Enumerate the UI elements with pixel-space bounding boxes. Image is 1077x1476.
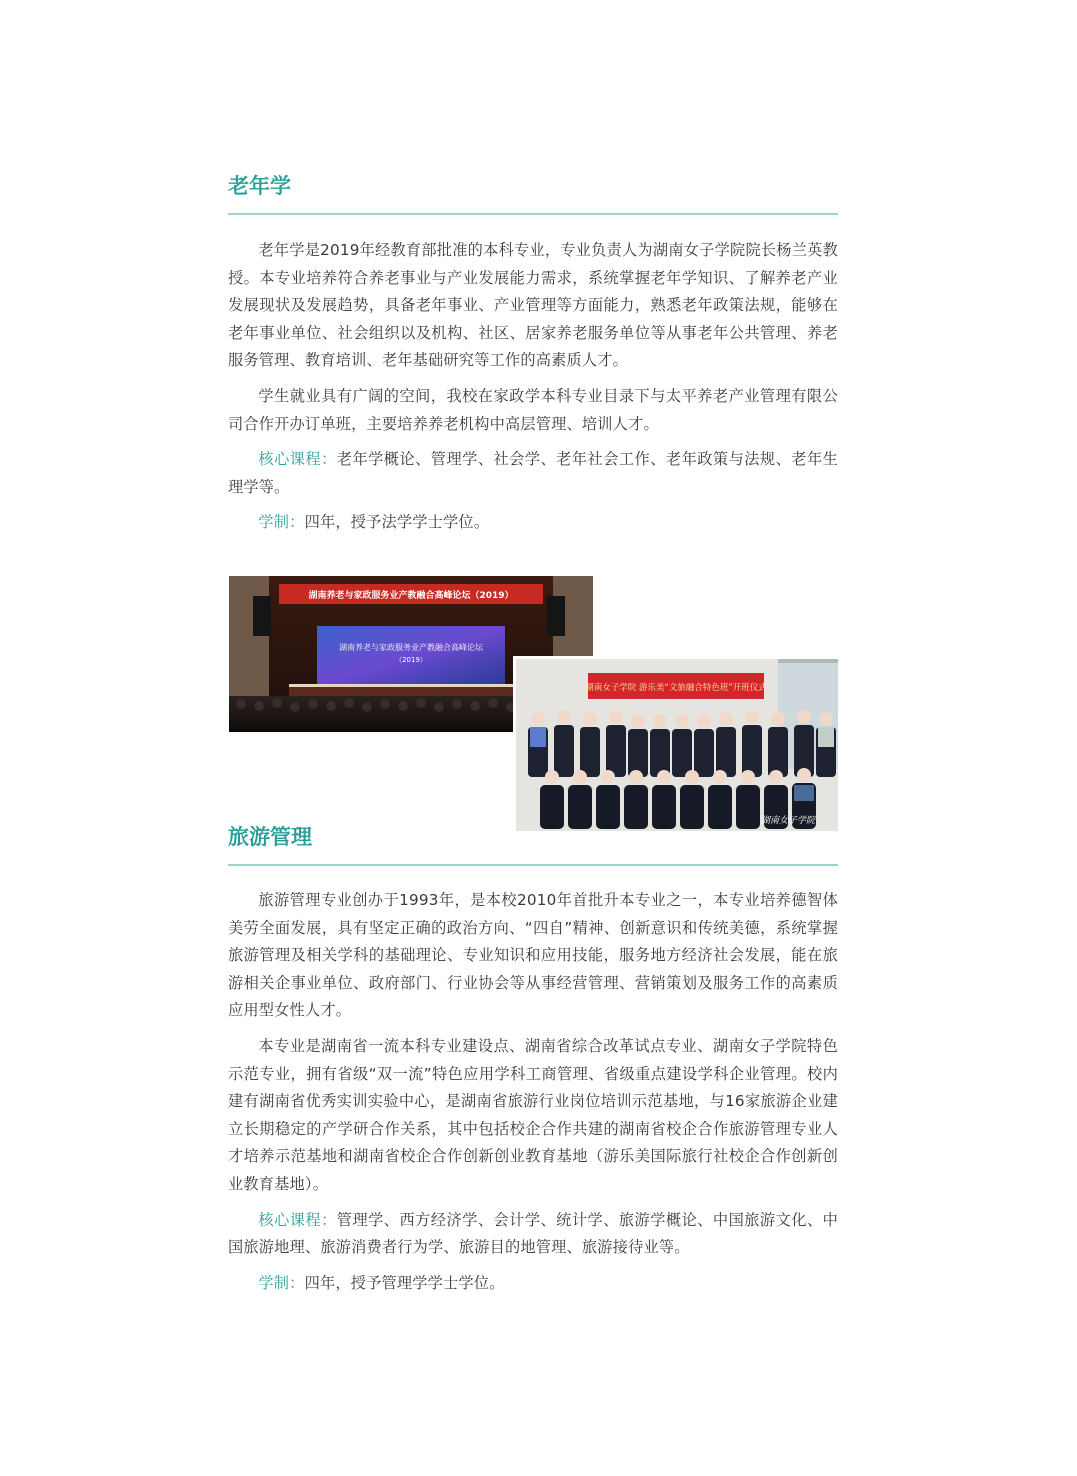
section-tourism-management xyxy=(228,823,838,1297)
section-gerontology xyxy=(228,172,838,537)
core-courses-text: 老年学概论、管理学、社会学、老年社会工作、老年政策与法规、老年生理学等。 xyxy=(228,450,839,496)
forum-screen-year: （2019） xyxy=(395,656,427,664)
core-courses-text: 管理学、西方经济学、会计学、统计学、旅游学概论、中国旅游文化、中国旅游地理、旅游消费者行为学、旅游目的地管理、旅游接待业等。 xyxy=(228,1210,839,1257)
forum-banner-text: 湖南养老与家政服务业产教融合高峰论坛（2019） xyxy=(308,591,514,601)
ceremony-photo xyxy=(513,656,841,834)
core-courses-label: 核心课程： xyxy=(258,1210,337,1229)
duration xyxy=(228,509,838,537)
paragraph: 学生就业具有广阔的空间，我校在家政学本科专业目录下与太平养老产业管理有限公司合作开办订单班，主要培养养老机构中高层管理、培训人才。 xyxy=(228,386,838,433)
duration-label: 学制： xyxy=(258,1273,305,1292)
paragraph: 本专业是湖南省一流本科专业建设点、湖南省综合改革试点专业、湖南女子学院特色示范专业，拥有省级“双一流”特色应用学科工商管理、省级重点建设学科企业管理。校内建有湖南省优秀实训实验中心，是湖南省旅游行业岗位培训示范基地，与16家旅游企业建立长期稳定的产学研合作关系，其中包括校企合作共建的湖南省校企合作旅游管理专业人才培养示范基地和湖南省校企合作创新创业教育基地（游乐美国际旅行社校企合作创新创业教育基地）。 xyxy=(228,1036,838,1193)
paragraph: 老年学是2019年经教育部批准的本科专业，专业负责人为湖南女子学院院长杨兰英教授。本专业培养符合养老事业与产业发展能力需求，系统掌握老年学知识、了解养老产业发展现状及发展趋势，具备老年事业、产业管理等方面能力，熟悉老年政策法规，能够在老年事业单位、社会组织以及机构、社区、居家养老服务单位等从事老年公共管理、养老服务管理、教育培训、老年基础研究等工作的高素质人才。 xyxy=(228,241,838,370)
ceremony-banner-text: 湖南女子学院 游乐美“文旅融合特色班”开班仪式 xyxy=(585,683,767,693)
forum-screen-title: 湖南养老与家政服务业产教融合高峰论坛 xyxy=(339,643,483,652)
duration-text: 四年，授予管理学学士学位。 xyxy=(304,1273,505,1292)
section-title: 老年学 xyxy=(228,174,291,198)
section-title: 旅游管理 xyxy=(228,825,312,849)
paragraph: 旅游管理专业创办于1993年，是本校2010年首批升本专业之一，本专业培养德智体美劳全面发展，具有坚定正确的政治方向、“四自”精神、创新意识和传统美德，系统掌握旅游管理及相关学科的基础理论、专业知识和应用技能，服务地方经济社会发展，能在旅游相关企事业单位、政府部门、行业协会等从事经营管理、营销策划及服务工作的高素质应用型女性人才。 xyxy=(228,891,838,1020)
core-courses xyxy=(228,1207,838,1262)
duration-text: 四年，授予法学学士学位。 xyxy=(304,513,490,532)
core-courses xyxy=(228,446,838,501)
duration xyxy=(228,1270,838,1298)
duration-label: 学制： xyxy=(258,513,305,532)
photo-watermark: 湖南女子学院 xyxy=(760,816,816,826)
core-courses-label: 核心课程： xyxy=(258,450,337,469)
